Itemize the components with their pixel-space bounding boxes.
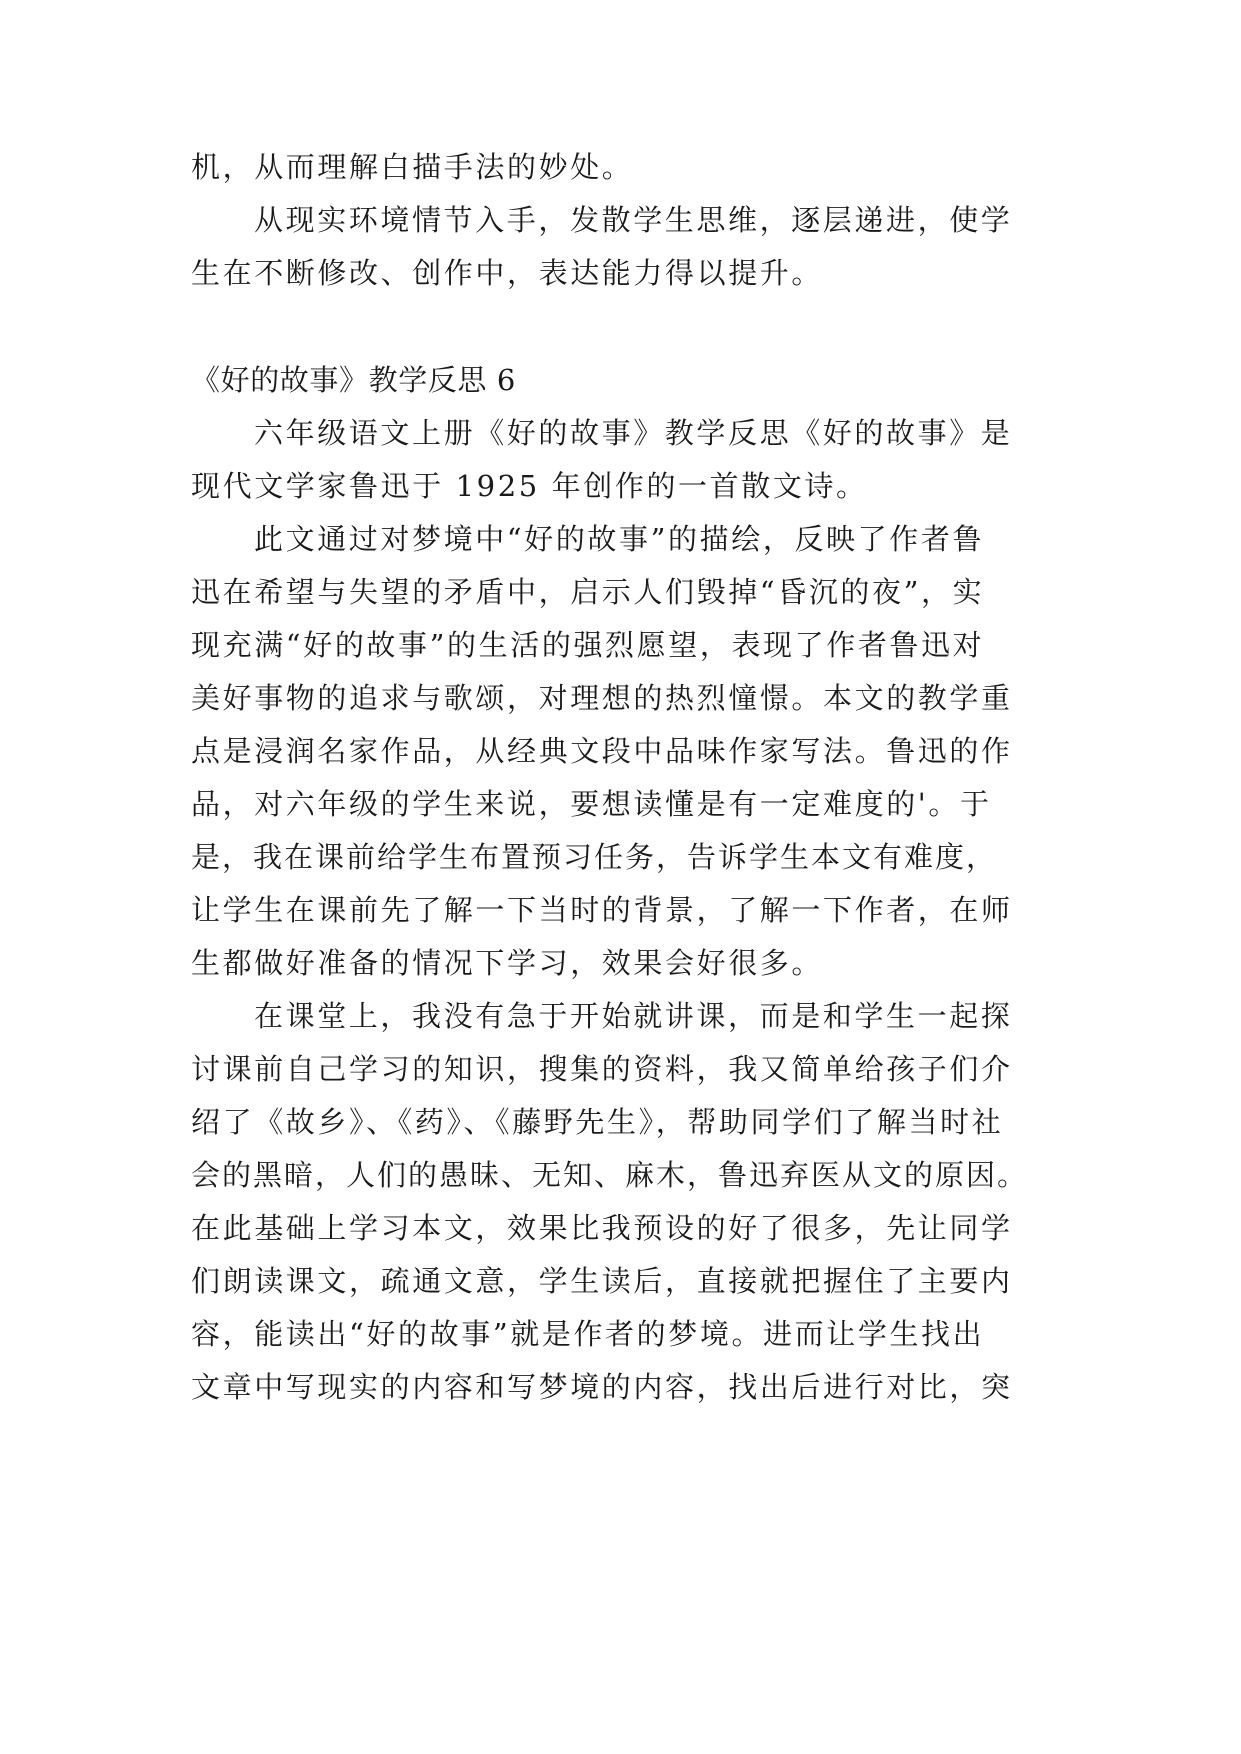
- paragraph-line: 现代文学家鲁迅于 1925 年创作的一首散文诗。: [191, 469, 868, 503]
- paragraph-line: 迅在希望与失望的矛盾中，启示人们毁掉“昏沉的夜”，实: [191, 575, 985, 609]
- paragraph-line: 生都做好准备的情况下学习，效果会好很多。: [191, 946, 824, 980]
- paragraph-line: 容，能读出“好的故事”就是作者的梦境。进而让学生找出: [191, 1317, 985, 1351]
- paragraph-line: 在此基础上学习本文，效果比我预设的好了很多，先让同学: [191, 1211, 1013, 1245]
- paragraph-line: 是，我在课前给学生布置预习任务，告诉学生本文有难度，: [191, 840, 998, 874]
- paragraph-line: 们朗读课文，疏通文意，学生读后，直接就把握住了主要内: [191, 1264, 1013, 1298]
- paragraph-line: 品，对六年级的学生来说，要想读懂是有一定难度的'。于: [191, 787, 992, 821]
- paragraph-line: 让学生在课前先了解一下当时的背景，了解一下作者，在师: [191, 893, 1013, 927]
- paragraph-line: 现充满“好的故事”的生活的强烈愿望，表现了作者鲁迅对: [191, 628, 985, 662]
- paragraph-line: 讨课前自己学习的知识，搜集的资料，我又简单给孩子们介: [191, 1052, 1013, 1086]
- paragraph-line: 机，从而理解白描手法的妙处。: [191, 150, 634, 184]
- paragraph-line: 绍了《故乡》、《药》、《藤野先生》，帮助同学们了解当时社: [191, 1105, 1004, 1139]
- paragraph-line: 六年级语文上册《好的故事》教学反思《好的故事》是: [254, 416, 1013, 450]
- paragraph-line: 美好事物的追求与歌颂，对理想的热烈憧憬。本文的教学重: [191, 681, 1013, 715]
- paragraph-line: 生在不断修改、创作中，表达能力得以提升。: [191, 256, 824, 290]
- section-heading: 《好的故事》教学反思 6: [191, 363, 516, 397]
- paragraph-line: 文章中写现实的内容和写梦境的内容，找出后进行对比，突: [191, 1370, 1013, 1404]
- paragraph-line: 在课堂上，我没有急于开始就讲课，而是和学生一起探: [254, 999, 1013, 1033]
- paragraph-line: 点是浸润名家作品，从经典文段中品味作家写法。鲁迅的作: [191, 734, 1013, 768]
- paragraph-line: 此文通过对梦境中“好的故事”的描绘，反映了作者鲁: [254, 522, 985, 556]
- paragraph-line: 从现实环境情节入手，发散学生思维，逐层递进，使学: [254, 203, 1013, 237]
- paragraph-line: 会的黑暗，人们的愚昧、无知、麻木，鲁迅弃医从文的原因。: [191, 1158, 1029, 1192]
